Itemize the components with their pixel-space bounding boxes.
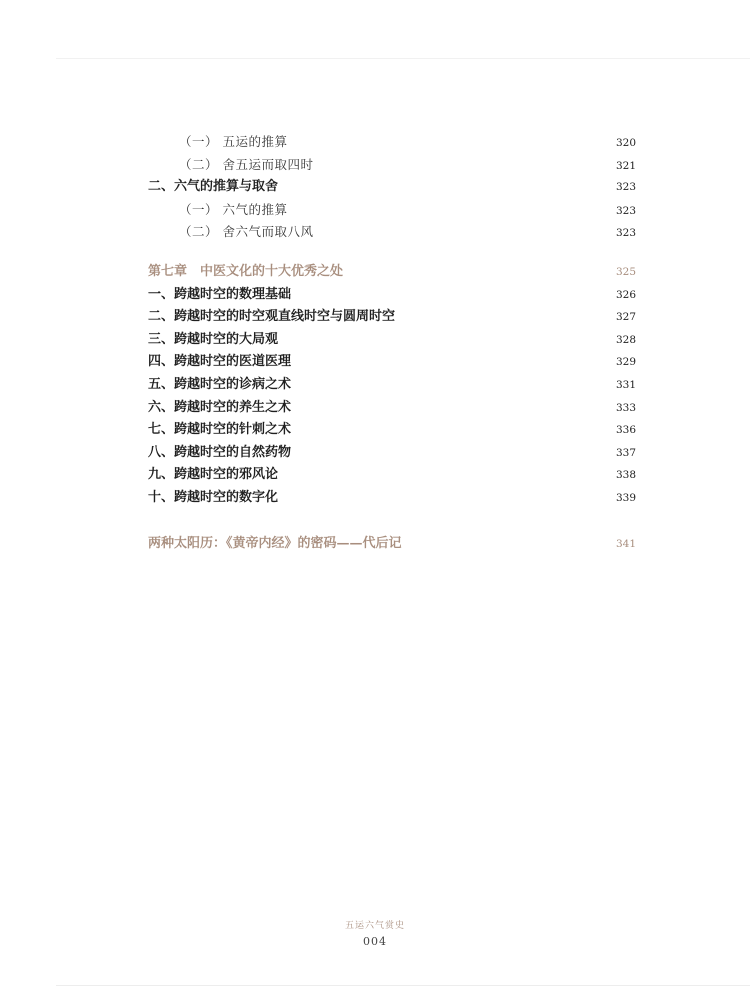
toc-entry-page: 337 bbox=[615, 446, 636, 459]
toc-entry-title: （一） 五运的推算 bbox=[179, 134, 288, 149]
toc-entry-page: 323 bbox=[615, 181, 636, 194]
toc-entry-title: 二、六气的推算与取舍 bbox=[148, 179, 279, 195]
toc-entry-page: 341 bbox=[615, 537, 636, 550]
toc-entry-title: 五、跨越时空的诊病之术 bbox=[148, 376, 292, 392]
table-of-contents bbox=[148, 131, 636, 555]
toc-entry-page: 328 bbox=[615, 333, 636, 346]
toc-entry[interactable] bbox=[148, 199, 636, 222]
toc-entry-page: 327 bbox=[615, 311, 636, 324]
toc-entry[interactable] bbox=[148, 329, 636, 352]
toc-entry-page: 331 bbox=[615, 378, 636, 391]
toc-entry-title: 十、跨越时空的数字化 bbox=[148, 489, 279, 505]
toc-chapter-entry[interactable] bbox=[148, 261, 636, 284]
toc-entry[interactable] bbox=[148, 419, 636, 442]
toc-entry-title: （二） 舍五运而取四时 bbox=[179, 156, 314, 172]
toc-entry-title: 一、跨越时空的数理基础 bbox=[148, 286, 292, 302]
toc-entry-page: 326 bbox=[615, 288, 636, 301]
toc-entry-page: 325 bbox=[615, 265, 636, 278]
toc-entry-page: 339 bbox=[615, 491, 636, 504]
toc-afterword-entry[interactable] bbox=[148, 533, 636, 556]
toc-entry-page: 333 bbox=[615, 401, 636, 414]
toc-entry-title: （二） 舍六气而取八风 bbox=[179, 224, 314, 240]
toc-entry-title: 三、跨越时空的大局观 bbox=[148, 331, 279, 347]
toc-entry-title: 第七章 中医文化的十大优秀之处 bbox=[148, 263, 344, 279]
toc-entry-title: 六、跨越时空的养生之术 bbox=[148, 399, 292, 415]
toc-entry[interactable] bbox=[148, 464, 636, 487]
toc-entry-title: 四、跨越时空的医道医理 bbox=[148, 354, 292, 370]
toc-entry-page: 336 bbox=[615, 424, 636, 437]
toc-entry-title: 八、跨越时空的自然药物 bbox=[148, 444, 292, 460]
toc-entry-page: 321 bbox=[615, 159, 636, 172]
section-spacer bbox=[148, 510, 636, 533]
page-number: 004 bbox=[363, 935, 387, 948]
toc-entry[interactable] bbox=[148, 284, 636, 307]
section-spacer bbox=[148, 244, 636, 261]
toc-entry[interactable] bbox=[148, 351, 636, 374]
bottom-divider bbox=[56, 985, 750, 986]
toc-entry[interactable] bbox=[148, 221, 636, 244]
toc-entry-page: 338 bbox=[615, 469, 636, 482]
toc-entry[interactable] bbox=[148, 442, 636, 465]
toc-entry[interactable] bbox=[148, 487, 636, 510]
toc-entry[interactable] bbox=[148, 374, 636, 397]
toc-entry[interactable] bbox=[148, 154, 636, 177]
top-divider bbox=[56, 58, 750, 59]
toc-entry-page: 323 bbox=[615, 204, 636, 217]
toc-entry[interactable] bbox=[148, 306, 636, 329]
running-footer-title: 五运六气赏史 bbox=[344, 921, 405, 931]
toc-entry[interactable] bbox=[148, 131, 636, 154]
toc-entry[interactable] bbox=[148, 397, 636, 420]
toc-entry-title: （一） 六气的推算 bbox=[179, 201, 288, 217]
toc-entry-title: 九、跨越时空的邪风论 bbox=[148, 467, 279, 483]
toc-entry[interactable] bbox=[148, 176, 636, 199]
toc-entry-page: 329 bbox=[615, 356, 636, 369]
toc-entry-page: 320 bbox=[615, 137, 636, 149]
toc-entry-title: 二、跨越时空的时空观直线时空与圆周时空 bbox=[148, 309, 396, 325]
toc-entry-title: 两种太阳历：《黄帝内经》的密码——代后记 bbox=[148, 535, 402, 551]
toc-entry-title: 七、跨越时空的针刺之术 bbox=[148, 422, 292, 438]
toc-entry-page: 323 bbox=[615, 227, 636, 240]
